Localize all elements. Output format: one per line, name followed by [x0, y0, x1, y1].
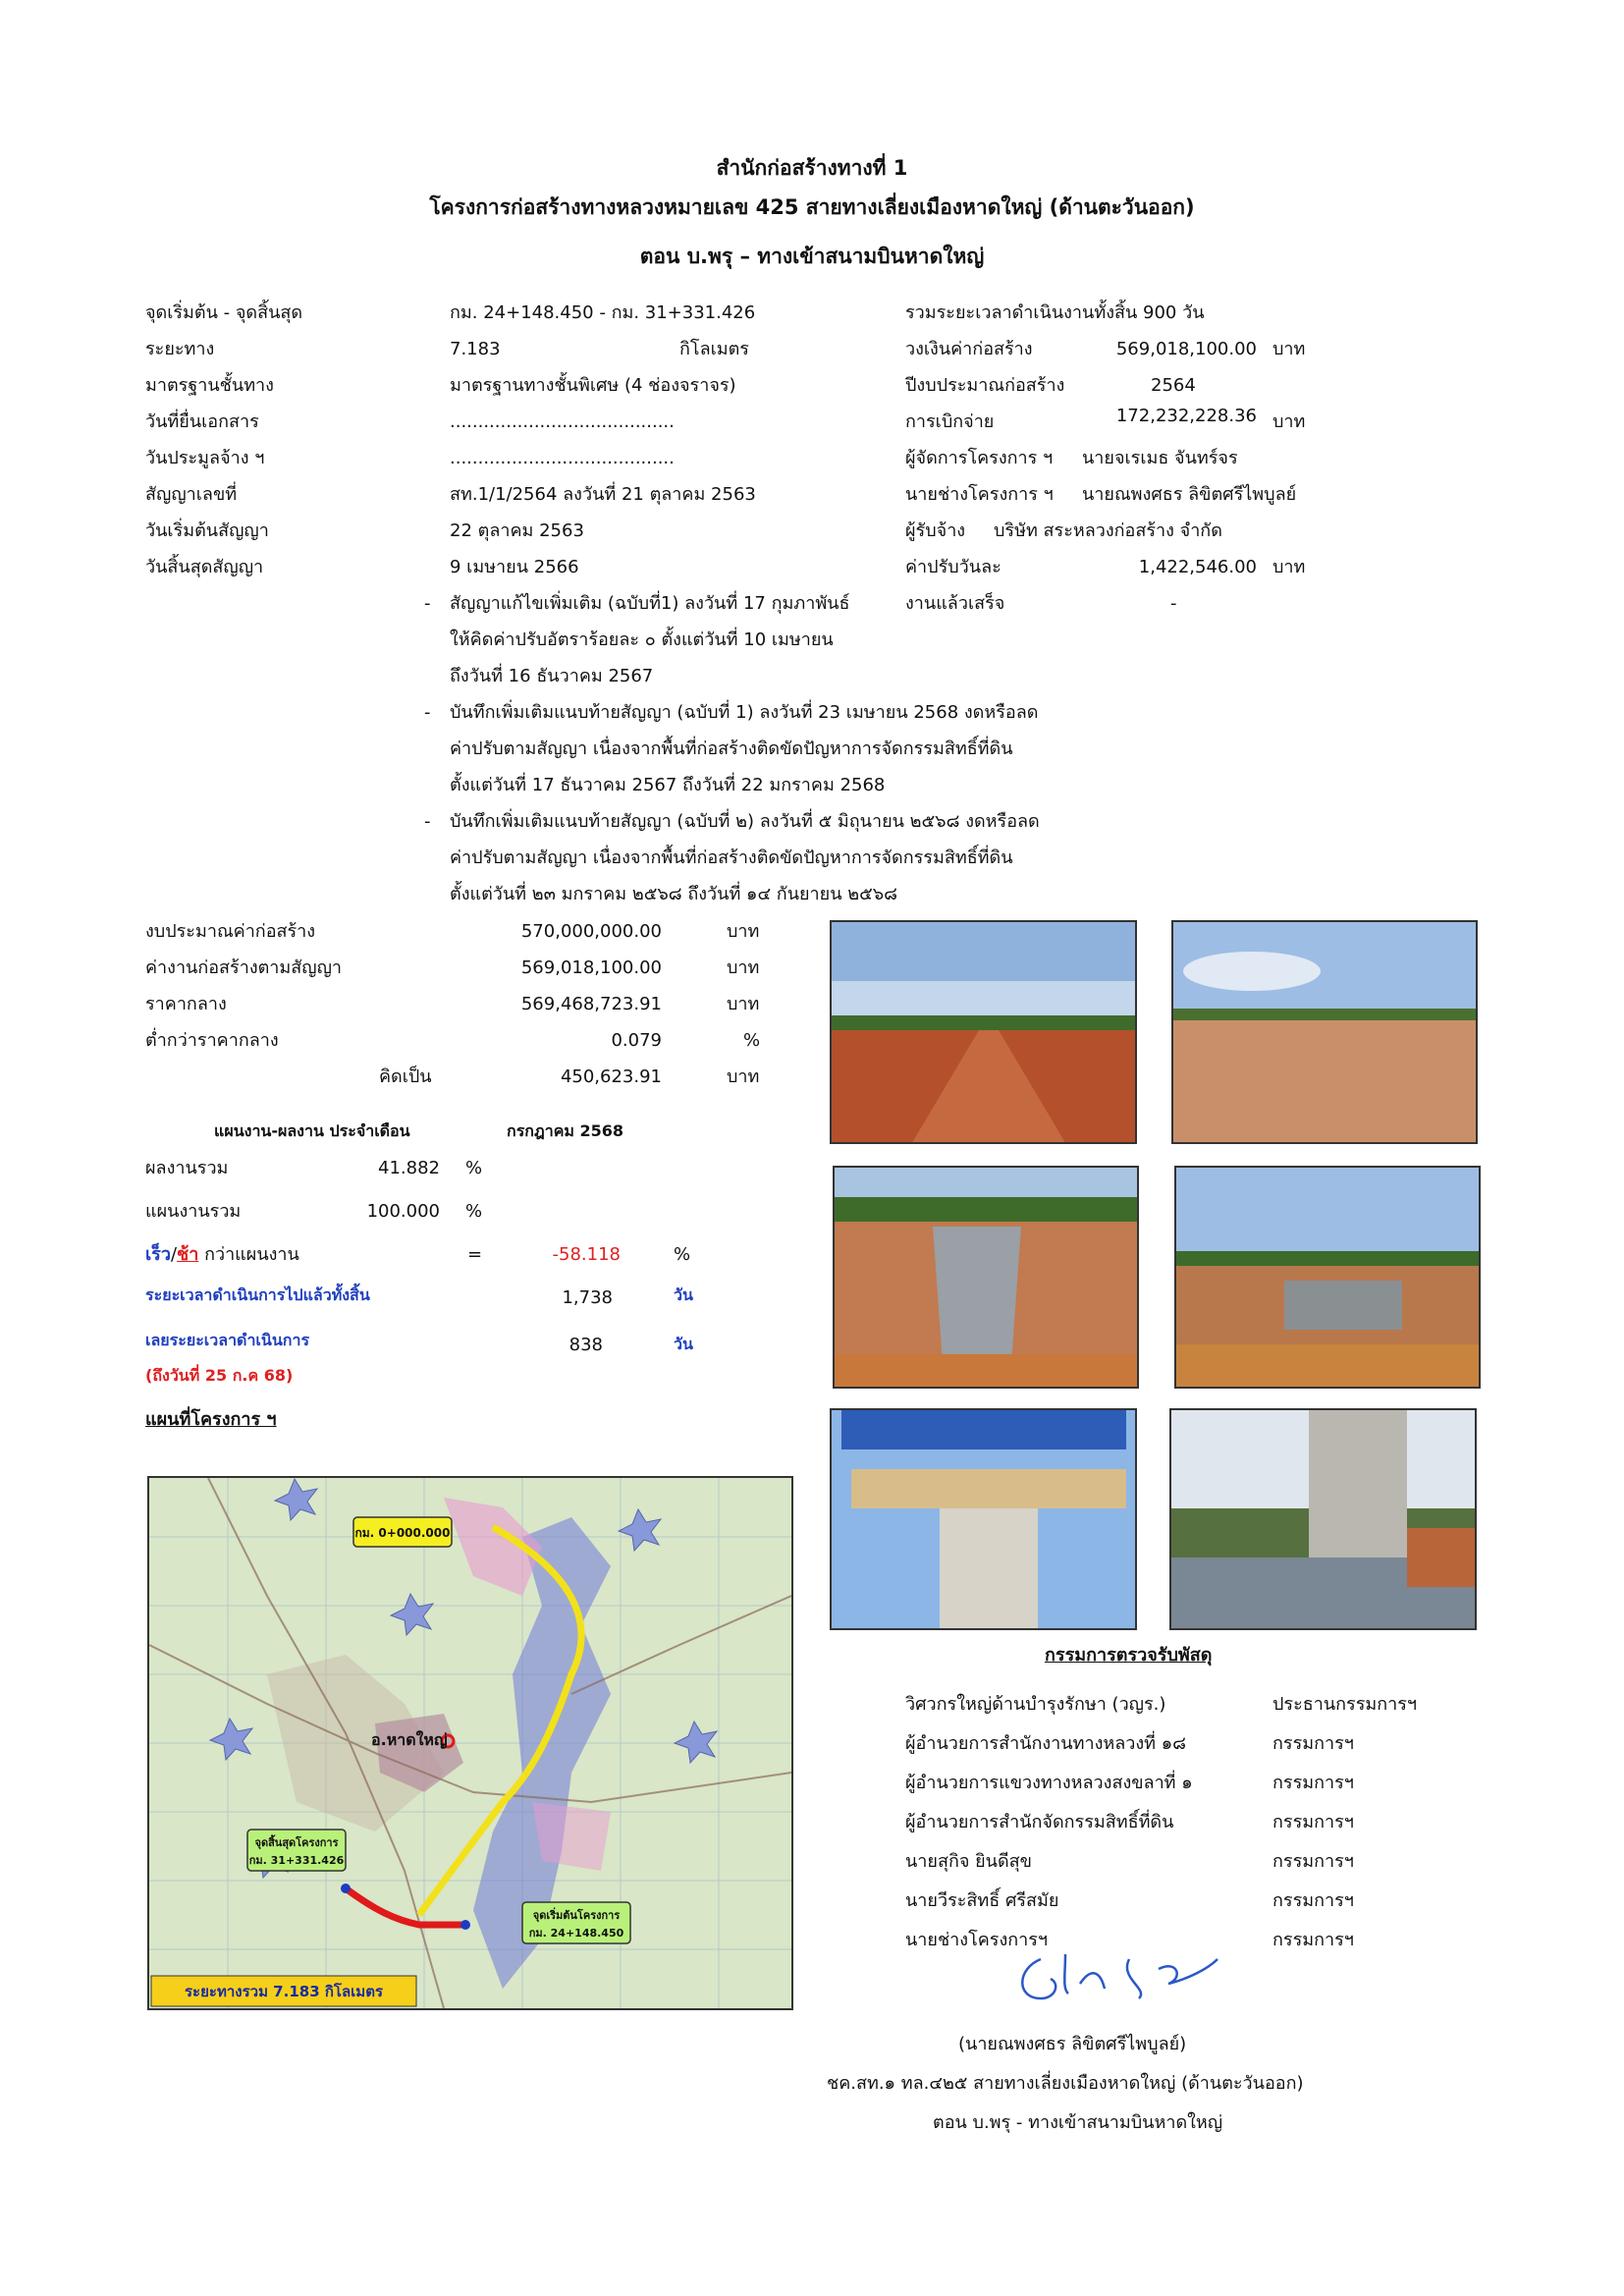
- info-label: การเบิกจ่าย: [905, 411, 995, 432]
- budget-label: งบประมาณค่าก่อสร้าง: [145, 921, 316, 942]
- amendment-line: ค่าปรับตามสัญญา เนื่องจากพื้นที่ก่อสร้างติดขัดปัญหาการจัดกรรมสิทธิ์ที่ดิน: [450, 738, 1013, 759]
- road-photo-2: [1171, 920, 1478, 1144]
- project-title: โครงการก่อสร้างทางหลวงหมายเลข 425 สายทางเลี่ยงเมืองหาดใหญ่ (ด้านตะวันออก): [429, 195, 1195, 219]
- info-label: ผู้รับจ้าง: [905, 520, 966, 541]
- info-value: บริษัท สระหลวงก่อสร้าง จำกัด: [994, 520, 1222, 541]
- info-value: 172,232,228.36: [1115, 406, 1257, 426]
- amendment-line: บันทึกเพิ่มเติมแนบท้ายสัญญา (ฉบับที่ ๒) ลงวันที่ ๕ มิถุนายน ๒๕๖๘ งดหรือลด: [450, 811, 1040, 832]
- committee-role: กรรมการฯ: [1272, 1930, 1354, 1950]
- info-label: วันสิ้นสุดสัญญา: [145, 557, 264, 577]
- info-label: วันเริ่มต้นสัญญา: [145, 520, 269, 541]
- map-start-label: จุดเริ่มต้นโครงการ: [532, 1909, 621, 1922]
- info-label: ค่าปรับวันละ: [905, 557, 1001, 577]
- signer-position: ชค.สท.๑ ทล.๔๒๕ สายทางเลี่ยงเมืองหาดใหญ่ (ด้านตะวันออก): [827, 2073, 1304, 2094]
- diff-value: -58.118: [552, 1244, 621, 1265]
- map-start-km: กม. 24+148.450: [528, 1927, 624, 1940]
- budget-value: 0.079: [611, 1030, 662, 1051]
- slow-text: ช้า: [177, 1244, 199, 1265]
- map-svg: [149, 1478, 791, 2008]
- info-label: สัญญาเลขที่: [145, 484, 238, 505]
- equals-sign: =: [467, 1244, 483, 1265]
- info-label: วันประมูลจ้าง ฯ: [145, 448, 265, 468]
- budget-unit: %: [743, 1030, 761, 1051]
- bridge-photo: [1169, 1408, 1477, 1630]
- budget-label: ค่างานก่อสร้างตามสัญญา: [145, 957, 343, 978]
- overdue-value: 838: [568, 1335, 603, 1355]
- speed-label: [145, 1243, 299, 1267]
- info-label: ปีงบประมาณก่อสร้าง: [905, 375, 1065, 396]
- committee-role: กรรมการฯ: [1272, 1733, 1354, 1754]
- info-label: วันที่ยื่นเอกสาร: [145, 411, 259, 432]
- info-value: มาตรฐานทางชั้นพิเศษ (4 ช่องจราจร): [450, 375, 736, 396]
- info-value: นายจเรเมธ จันทร์จร: [1082, 448, 1238, 468]
- result-label: ผลงานรวม: [145, 1158, 229, 1178]
- info-value: 2564: [1151, 375, 1196, 396]
- info-value: ........................................: [450, 411, 675, 432]
- budget-value: 569,468,723.91: [520, 994, 662, 1014]
- culvert-photo-1: [833, 1166, 1139, 1389]
- info-label: รวมระยะเวลาดำเนินงานทั้งสิ้น 900 วัน: [905, 302, 1205, 323]
- info-value: สท.1/1/2564 ลงวันที่ 21 ตุลาคม 2563: [450, 484, 756, 505]
- budget-value: 450,623.91: [560, 1066, 662, 1087]
- committee-member: นายช่างโครงการฯ: [905, 1930, 1049, 1950]
- budget-unit: บาท: [727, 957, 760, 978]
- info-label: วงเงินค่าก่อสร้าง: [905, 339, 1033, 359]
- slash-text: /: [170, 1244, 178, 1265]
- fast-text: เร็ว: [145, 1244, 171, 1265]
- info-unit: บาท: [1272, 339, 1306, 359]
- signer-name: (นายณพงศธร ลิขิตศรีไพบูลย์): [958, 2034, 1187, 2054]
- as-of-date: (ถึงวันที่ 25 ก.ค 68): [145, 1366, 294, 1385]
- amendment-line: ค่าปรับตามสัญญา เนื่องจากพื้นที่ก่อสร้างติดขัดปัญหาการจัดกรรมสิทธิ์ที่ดิน: [450, 847, 1013, 868]
- committee-role: กรรมการฯ: [1272, 1890, 1354, 1911]
- info-value: 7.183: [450, 339, 501, 359]
- committee-member: ผู้อำนวยการสำนักจัดกรรมสิทธิ์ที่ดิน: [905, 1812, 1174, 1832]
- elapsed-value: 1,738: [562, 1287, 613, 1308]
- culvert-photo-2: [1174, 1166, 1481, 1389]
- committee-role: กรรมการฯ: [1272, 1773, 1354, 1793]
- info-label: งานแล้วเสร็จ: [905, 593, 1005, 614]
- overdue-unit: วัน: [674, 1335, 693, 1353]
- info-unit: บาท: [1272, 411, 1306, 432]
- info-label: นายช่างโครงการ ฯ: [905, 484, 1054, 505]
- budget-value: 570,000,000.00: [520, 921, 662, 942]
- committee-role: กรรมการฯ: [1272, 1851, 1354, 1872]
- committee-member: ผู้อำนวยการแขวงทางหลวงสงขลาที่ ๑: [905, 1773, 1193, 1793]
- map-total-distance: ระยะทางรวม 7.183 กิโลเมตร: [185, 1983, 383, 2000]
- committee-role: กรรมการฯ: [1272, 1812, 1354, 1832]
- plan-label: แผนงานรวม: [145, 1201, 242, 1222]
- budget-unit: บาท: [727, 921, 760, 942]
- diff-label: กว่าแผนงาน: [198, 1244, 299, 1265]
- budget-unit: บาท: [727, 1066, 760, 1087]
- overdue-label: เลยระยะเวลาดำเนินการ: [145, 1331, 310, 1349]
- amendment-line: สัญญาแก้ไขเพิ่มเติม (ฉบับที่1) ลงวันที่ 17 กุมภาพันธ์: [450, 593, 850, 614]
- office-title: สำนักก่อสร้างทางที่ 1: [716, 156, 908, 180]
- elapsed-label: ระยะเวลาดำเนินการไปแล้วทั้งสิ้น: [145, 1285, 370, 1304]
- info-unit: กิโลเมตร: [679, 339, 749, 359]
- info-value: ........................................: [450, 448, 675, 468]
- info-value: 1,422,546.00: [1138, 557, 1257, 577]
- amendment-line: บันทึกเพิ่มเติมแนบท้ายสัญญา (ฉบับที่ 1) ลงวันที่ 23 เมษายน 2568 งดหรือลด: [450, 702, 1039, 723]
- info-value: นายณพงศธร ลิขิตศรีไพบูลย์: [1082, 484, 1297, 505]
- amendment-line: ให้คิดค่าปรับอัตราร้อยละ ๐ ตั้งแต่วันที่ 10 เมษายน: [450, 629, 834, 650]
- info-value: 569,018,100.00: [1115, 339, 1257, 359]
- info-label: ระยะทาง: [145, 339, 215, 359]
- pier-photo: [830, 1408, 1137, 1630]
- budget-value: 569,018,100.00: [520, 957, 662, 978]
- committee-role: ประธานกรรมการฯ: [1272, 1694, 1418, 1715]
- progress-month: กรกฎาคม 2568: [507, 1121, 624, 1140]
- map-city-label: อ.หาดใหญ่: [371, 1730, 448, 1749]
- map-end-km: กม. 31+331.426: [248, 1854, 345, 1867]
- amendment-line: ถึงวันที่ 16 ธันวาคม 2567: [450, 666, 654, 686]
- budget-label: คิดเป็น: [379, 1066, 432, 1087]
- info-value: -: [1170, 593, 1177, 614]
- committee-heading: กรรมการตรวจรับพัสดุ: [1045, 1645, 1213, 1666]
- committee-member: ผู้อำนวยการสำนักงานทางหลวงที่ ๑๘: [905, 1733, 1187, 1754]
- info-value: 22 ตุลาคม 2563: [450, 520, 584, 541]
- info-unit: บาท: [1272, 557, 1306, 577]
- signature: [1011, 1940, 1237, 2008]
- budget-label: ราคากลาง: [145, 994, 227, 1014]
- info-value: 9 เมษายน 2566: [450, 557, 579, 577]
- info-label: ผู้จัดการโครงการ ฯ: [905, 448, 1054, 468]
- elapsed-unit: วัน: [674, 1285, 693, 1304]
- map-heading: แผนที่โครงการ ฯ: [145, 1409, 277, 1430]
- result-value: 41.882: [378, 1158, 440, 1178]
- plan-value: 100.000: [366, 1201, 440, 1222]
- section-title: ตอน บ.พรุ – ทางเข้าสนามบินหาดใหญ่: [639, 245, 985, 268]
- committee-member: นายสุกิจ ยินดีสุข: [905, 1851, 1032, 1872]
- bullet-dash: -: [424, 811, 431, 832]
- budget-label: ต่ำกว่าราคากลาง: [145, 1030, 279, 1051]
- map-km0-label: กม. 0+000.000: [354, 1526, 451, 1540]
- project-map: [147, 1476, 793, 2010]
- diff-unit: %: [674, 1244, 691, 1265]
- progress-heading: แผนงาน-ผลงาน ประจำเดือน: [214, 1121, 410, 1140]
- info-label: มาตรฐานชั้นทาง: [145, 375, 274, 396]
- info-label: จุดเริ่มต้น - จุดสิ้นสุด: [145, 302, 303, 323]
- info-value: กม. 24+148.450 - กม. 31+331.426: [450, 302, 756, 323]
- amendment-line: ตั้งแต่วันที่ 17 ธันวาคม 2567 ถึงวันที่ 22 มกราคม 2568: [450, 775, 886, 795]
- bullet-dash: -: [424, 593, 431, 614]
- signer-section: ตอน บ.พรุ - ทางเข้าสนามบินหาดใหญ่: [933, 2112, 1223, 2133]
- committee-member: วิศวกรใหญ่ด้านบำรุงรักษา (วญร.): [905, 1694, 1166, 1715]
- road-photo-1: [830, 920, 1137, 1144]
- committee-member: นายวีระสิทธิ์ ศรีสมัย: [905, 1890, 1059, 1911]
- result-unit: %: [465, 1158, 483, 1178]
- map-end-label: จุดสิ้นสุดโครงการ: [254, 1836, 339, 1849]
- bullet-dash: -: [424, 702, 431, 723]
- plan-unit: %: [465, 1201, 483, 1222]
- amendment-line: ตั้งแต่วันที่ ๒๓ มกราคม ๒๕๖๘ ถึงวันที่ ๑๔ กันยายน ๒๕๖๘: [450, 884, 898, 904]
- budget-unit: บาท: [727, 994, 760, 1014]
